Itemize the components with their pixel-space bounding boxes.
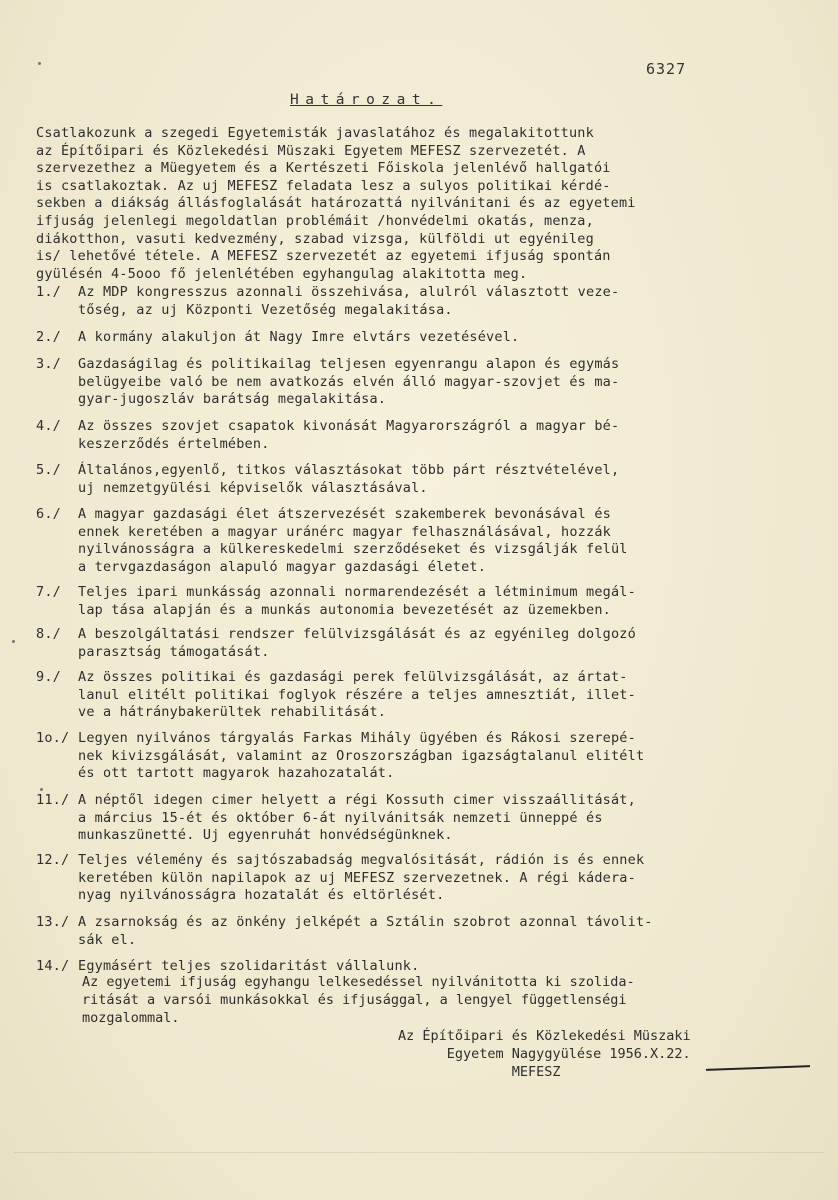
point-text: A beszolgáltatási rendszer felülvizsgálását és az egyénileg dolgozó parasztság támogatását.: [78, 626, 636, 660]
point-text: Legyen nyilvános tárgyalás Farkas Mihály ügyében és Rákosi szerepé- nek kivizsgálását, valamint az Oroszországban igazságtalanul elitélt és ott tartott magyarok hazahozatalát.: [78, 730, 645, 782]
closing-paragraph: Az egyetemi ifjuság egyhangu lelkesedéssel nyilvánitotta ki szolida- ritását a varsói munkásokkal és ifjusággal, a lengyel függetlenségi mozgalommal.: [82, 974, 635, 1026]
point-text: Az összes politikai és gazdasági perek felülvizsgálását, az ártat- lanul elitélt politikai foglyok részére a teljes amnesztiát, illet- ve a hátránybakerültek rehabilitását.: [78, 669, 636, 721]
point-number: 5./: [36, 462, 61, 478]
intro-paragraph: Csatlakozunk a szegedi Egyetemisták javaslatához és megalakitottunk az Építőipari és Közlekedési Müszaki Egyetem MEFESZ szervezetét. A szervezethez a Müegyetem és a Kertészeti Főiskola jelenlévő hallgatói is csatlakoztak. Az uj MEFESZ feladata lesz a sulyos politikai kérdé- sekben a diákság állásfoglalását határozattá nyilvánitani és az egyetemi ifjuság jelenlegi megoldatlan problémáit /honvédelmi okatás, menza, diákotthon, vasuti kedvezmény, szabad vizsga, külföldi ut egyénileg is/ lehetővé tétele. A MEFESZ szervezetét az egyetemi ifjuság spontán gyülésén 4-5ooo fő jelenlétében egyhangulag alakitotta meg.: [36, 125, 636, 282]
point-number: 4./: [36, 418, 61, 434]
point-number: 1./: [36, 284, 61, 300]
point-number: 14./: [36, 958, 70, 974]
punch-mark: [12, 640, 15, 643]
signature-block: Az Építőipari és Közlekedési Müszaki Egyetem Nagygyülése 1956.X.22. MEFESZ: [398, 1028, 691, 1080]
point-number: 2./: [36, 329, 61, 345]
point-text: Gazdaságilag és politikailag teljesen egyenrangu alapon és egymás belügyeibe való be nem avatkozás elvén álló magyar-szovjet és ma- gyar-jugoszláv barátság megalakitása.: [78, 356, 620, 408]
punch-mark: [40, 788, 43, 791]
page-number: 6327: [646, 60, 687, 78]
punch-mark: [38, 62, 41, 65]
point-text: Az MDP kongresszus azonnali összehivása, alulról választott veze- tőség, az uj Központi Vezetőség megalakitása.: [78, 284, 620, 318]
point-text: Általános,egyenlő, titkos választásokat több párt résztvételével, uj nemzetgyülési képviselők választásával.: [78, 462, 620, 496]
point-text: A néptől idegen cimer helyett a régi Kossuth cimer visszaállitását, a március 15-ét és október 6-át nyilvánitsák nemzeti ünneppé és munkaszünetté. Uj egyenruhát honvédségünknek.: [78, 792, 636, 844]
point-text: A zsarnokság és az önkény jelképét a Sztálin szobrot azonnal távolit- sák el.: [78, 914, 653, 948]
point-text: A magyar gazdasági élet átszervezését szakemberek bevonásával és ennek keretében a magyar uránérc magyar felhasználásával, hozzák nyilvánosságra a külkereskedelmi szerződéseket és vizsgálják felül a tervgazdaságon alapuló magyar gazdasági életet.: [78, 506, 628, 575]
point-number: 8./: [36, 626, 61, 642]
point-number: 9./: [36, 669, 61, 685]
point-number: 6./: [36, 506, 61, 522]
point-number: 3./: [36, 356, 61, 372]
point-number: 11./: [36, 792, 70, 808]
point-number: 13./: [36, 914, 70, 930]
document-title: Határozat.: [290, 92, 443, 108]
point-text: Az összes szovjet csapatok kivonását Magyarországról a magyar bé- keszerződés értelmében.: [78, 418, 620, 452]
page-fold: [14, 1152, 824, 1153]
point-text: Teljes ipari munkásság azonnali normarendezését a létminimum megál- lap tása alapján és a munkás autonomia bevezetését az üzemekben.: [78, 584, 636, 618]
point-number: 12./: [36, 852, 70, 868]
point-text: A kormány alakuljon át Nagy Imre elvtárs vezetésével.: [78, 329, 520, 345]
point-text: Egymásért teljes szolidaritást vállalunk.: [78, 958, 420, 974]
point-text: Teljes vélemény és sajtószabadság megvalósitását, rádión is és ennek keretében külön napilapok az uj MEFESZ szervezetnek. A régi kádera- nyag nyilvánosságra hozatalát és eltörlését.: [78, 852, 645, 904]
point-number: 1o./: [36, 730, 70, 746]
point-number: 7./: [36, 584, 61, 600]
